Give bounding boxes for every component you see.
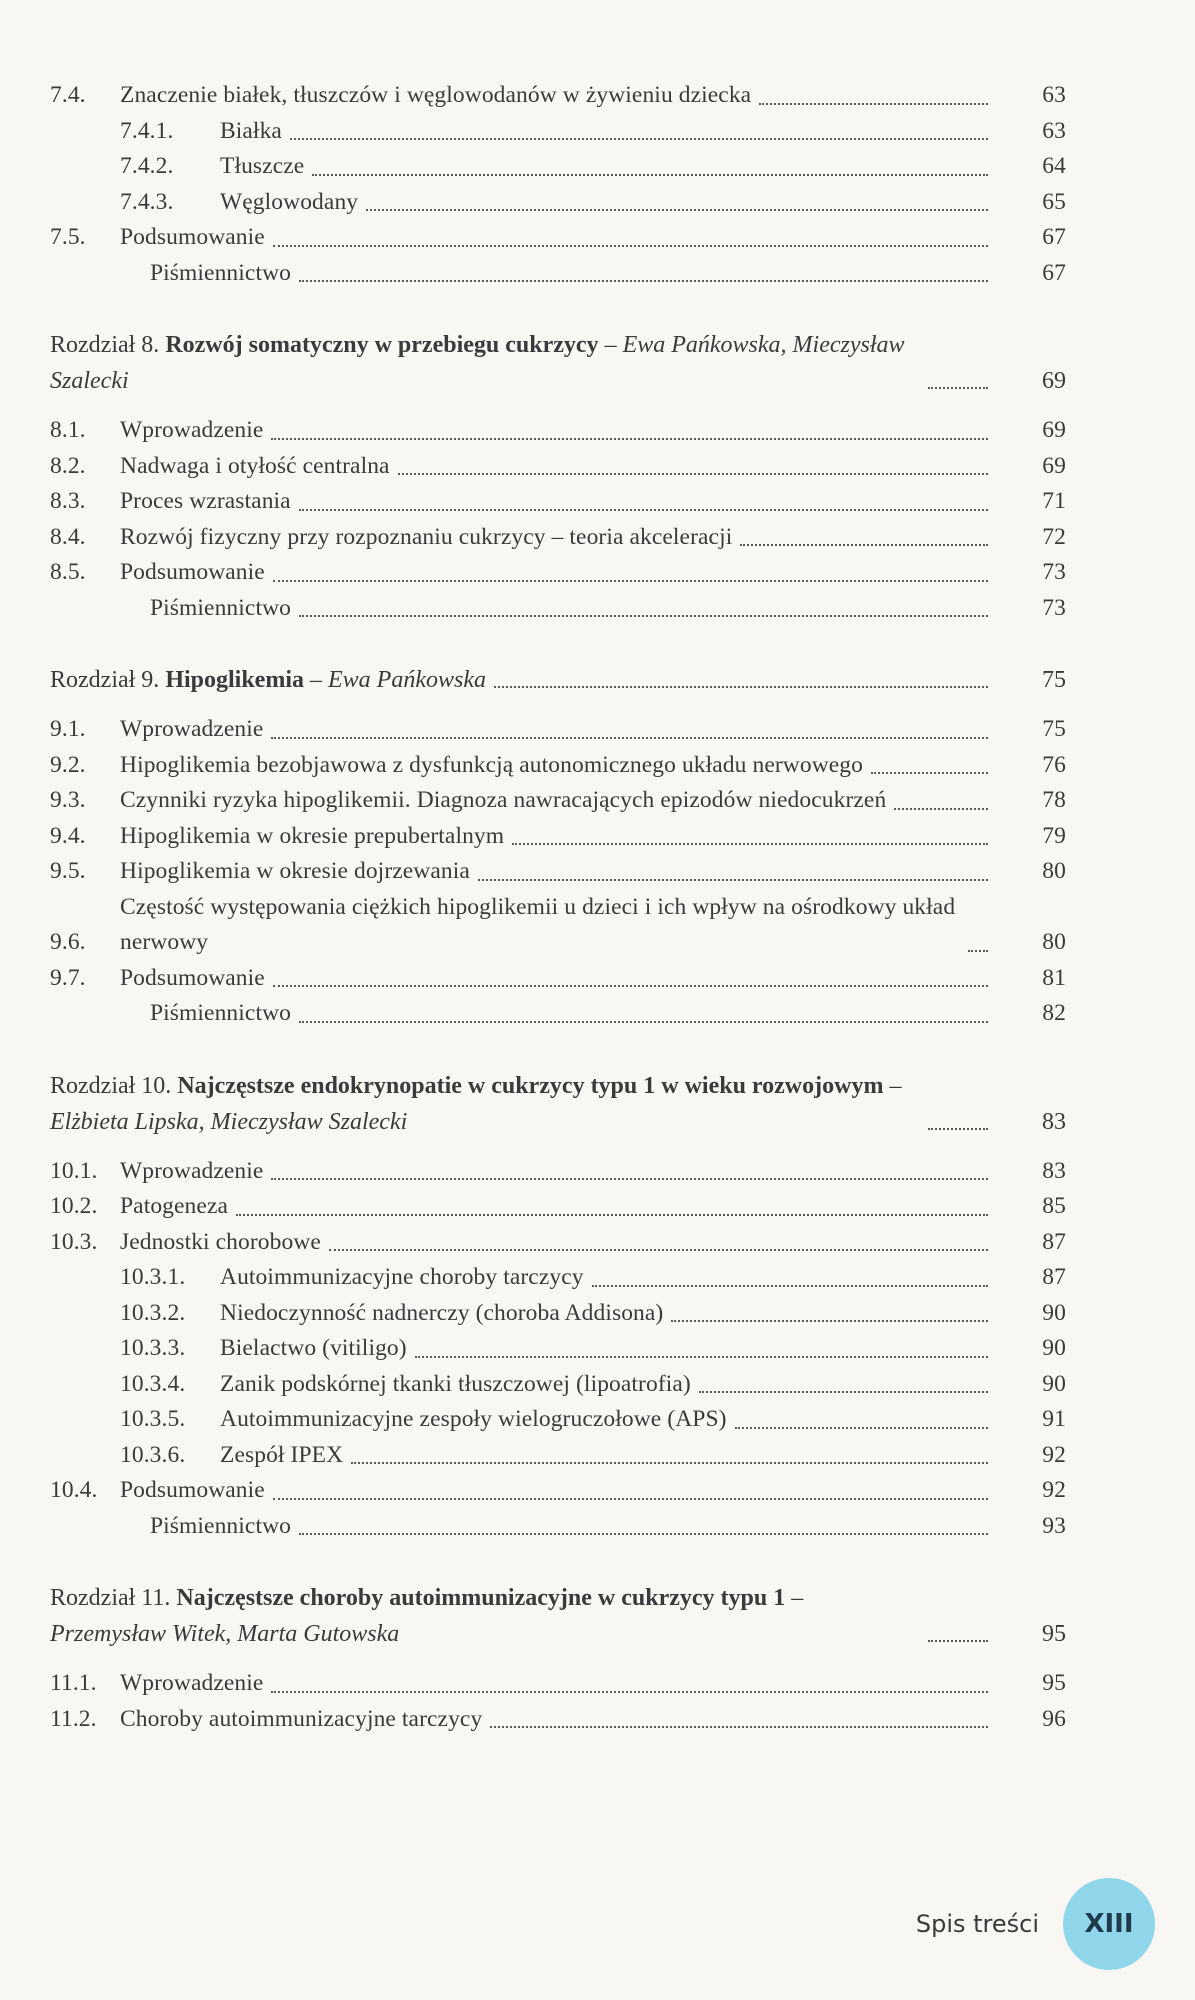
chapter-heading: Rozdział 10. Najczęstsze endokrynopatie w cukrzycy typu 1 w wieku rozwojowym – Elżbieta Lipska, Mieczysław Szalecki 83 — [50, 1068, 1080, 1140]
chapter-title: Hipoglikemia — [165, 667, 304, 693]
entry-number: 9.1. — [50, 716, 86, 742]
toc-chapter — [50, 662, 1080, 1032]
toc-entry — [50, 1666, 1080, 1702]
entry-page-number: 85 — [1042, 1193, 1066, 1219]
entry-number: 9.2. — [50, 751, 86, 778]
toc-entry-references — [50, 996, 1080, 1032]
entry-page-number: 83 — [1042, 1157, 1066, 1184]
entry-title: Podsumowanie — [120, 559, 265, 585]
toc-entry — [50, 712, 1080, 748]
entry-number: 8.1. — [50, 417, 86, 443]
dot-leader — [871, 772, 988, 774]
toc-entry — [50, 1154, 1080, 1190]
entry-title: Białka — [220, 117, 282, 144]
entry-number: 10.3. — [50, 1228, 98, 1255]
toc-entry — [50, 1296, 1080, 1332]
entry-number: 8.4. — [50, 523, 86, 550]
entry-title: Patogeneza — [120, 1193, 229, 1219]
toc-entry — [50, 1702, 1080, 1738]
dot-leader — [366, 209, 988, 211]
toc-entry-references — [50, 1509, 1080, 1545]
entry-page-number: 73 — [1042, 559, 1066, 585]
dot-leader — [299, 1533, 988, 1535]
dot-leader — [236, 1214, 988, 1216]
toc-section-7-continued — [50, 78, 1080, 291]
entry-number: 10.3.5. — [120, 1406, 186, 1432]
entry-title: Częstość występowania ciężkich hipoglikemii u dzieci i ich wpływ na ośrodkowy układ nerwowy — [120, 893, 956, 955]
toc-entry — [50, 555, 1080, 591]
dot-leader — [299, 1021, 988, 1023]
entry-number: 10.3.3. — [120, 1335, 186, 1361]
entry-number: 9.3. — [50, 787, 86, 813]
entry-page-number: 79 — [1042, 822, 1066, 849]
toc-entry — [50, 520, 1080, 556]
toc-entry — [50, 819, 1080, 855]
dot-leader — [271, 438, 988, 440]
entry-number: 11.1. — [50, 1670, 97, 1696]
entry-number: 10.3.1. — [120, 1264, 186, 1290]
entry-title: Znaczenie białek, tłuszczów i węglowodanów w żywieniu dziecka — [120, 82, 752, 108]
entry-number: 10.3.4. — [120, 1370, 186, 1397]
entry-page-number: 80 — [1042, 858, 1066, 884]
dot-leader — [312, 174, 988, 176]
entry-title: Piśmiennictwo — [150, 1000, 291, 1026]
dot-leader — [928, 1128, 988, 1130]
entry-title: Wprowadzenie — [120, 716, 264, 742]
entry-page-number: 65 — [1042, 188, 1066, 215]
entry-title: Zespół IPEX — [220, 1441, 344, 1468]
entry-title: Rozwój fizyczny przy rozpoznaniu cukrzycy – teoria akceleracji — [120, 523, 733, 550]
chapter-page-number: 95 — [1042, 1621, 1066, 1647]
entry-page-number: 75 — [1042, 716, 1066, 742]
entry-title: Proces wzrastania — [120, 488, 291, 514]
toc-chapter — [50, 1068, 1080, 1545]
chapter-page-number: 75 — [1042, 667, 1066, 693]
entry-number: 10.4. — [50, 1477, 98, 1503]
entry-number: 8.2. — [50, 452, 86, 479]
entry-page-number: 67 — [1042, 259, 1066, 286]
entry-page-number: 69 — [1042, 452, 1066, 479]
entry-page-number: 96 — [1042, 1705, 1066, 1732]
dot-leader — [273, 580, 988, 582]
entry-title: Bielactwo (vitiligo) — [220, 1335, 407, 1361]
entry-title: Podsumowanie — [120, 224, 265, 250]
toc-entry — [50, 890, 1080, 961]
toc-entry — [50, 961, 1080, 997]
entry-number: 11.2. — [50, 1705, 97, 1732]
dot-leader — [740, 544, 988, 546]
chapter-heading: Rozdział 8. Rozwój somatyczny w przebiegu cukrzycy – Ewa Pańkowska, Mieczysław Szalecki 69 — [50, 327, 1080, 399]
entry-page-number: 87 — [1042, 1264, 1066, 1290]
entry-title: Piśmiennictwo — [150, 594, 291, 621]
entry-number: 10.3.2. — [120, 1299, 186, 1326]
entry-page-number: 95 — [1042, 1670, 1066, 1696]
entry-number: 9.4. — [50, 822, 86, 849]
entry-number: 9.5. — [50, 858, 86, 884]
entry-page-number: 80 — [1042, 929, 1066, 955]
table-of-contents — [50, 78, 1080, 1773]
chapter-title: Rozwój somatyczny w przebiegu cukrzycy — [165, 332, 599, 358]
entry-title: Jednostki chorobowe — [120, 1228, 321, 1255]
entry-number: 7.4.3. — [120, 188, 174, 215]
entry-title: Czynniki ryzyka hipoglikemii. Diagnoza nawracających epizodów niedocukrzeń — [120, 787, 887, 813]
dot-leader — [699, 1391, 988, 1393]
dot-leader — [671, 1320, 988, 1322]
dot-leader — [735, 1427, 988, 1429]
toc-entry — [50, 1225, 1080, 1261]
entry-number: 7.4.2. — [120, 153, 174, 179]
toc-entry — [50, 1367, 1080, 1403]
entry-title: Piśmiennictwo — [150, 259, 291, 286]
dot-leader — [351, 1462, 988, 1464]
page-number-badge — [1063, 1878, 1155, 1970]
dot-leader — [271, 1691, 988, 1693]
toc-entry — [50, 114, 1080, 150]
toc-entry — [50, 449, 1080, 485]
entry-page-number: 87 — [1042, 1228, 1066, 1255]
chapter-authors: Elżbieta Lipska, Mieczysław Szalecki — [50, 1108, 408, 1135]
entry-number: 10.2. — [50, 1193, 98, 1219]
entry-title: Piśmiennictwo — [150, 1512, 291, 1539]
entry-page-number: 92 — [1042, 1477, 1066, 1503]
toc-entry — [50, 1331, 1080, 1367]
dot-leader — [299, 615, 988, 617]
chapter-label: Rozdział 9. — [50, 667, 160, 693]
dot-leader — [968, 950, 988, 952]
toc-entry — [50, 1402, 1080, 1438]
toc-entry — [50, 413, 1080, 449]
dot-leader — [928, 387, 988, 389]
entry-title: Autoimmunizacyjne choroby tarczycy — [220, 1264, 584, 1290]
toc-entry-references — [50, 256, 1080, 292]
dot-leader — [299, 280, 988, 282]
chapter-label: Rozdział 10. — [50, 1072, 172, 1099]
entry-title: Podsumowanie — [120, 1477, 265, 1503]
chapter-heading: Rozdział 9. Hipoglikemia – Ewa Pańkowska 75 — [50, 662, 1080, 698]
entry-page-number: 82 — [1042, 1000, 1066, 1026]
dot-leader — [928, 1640, 988, 1642]
chapter-page-number: 69 — [1042, 368, 1066, 394]
toc-entry — [50, 185, 1080, 221]
chapter-label: Rozdział 8. — [50, 332, 160, 358]
toc-chapters — [50, 327, 1080, 1737]
entry-title: Wprowadzenie — [120, 1157, 264, 1184]
entry-page-number: 63 — [1042, 117, 1066, 144]
entry-page-number: 72 — [1042, 523, 1066, 550]
entry-page-number: 73 — [1042, 594, 1066, 621]
chapter-authors: Ewa Pańkowska — [328, 667, 486, 693]
footer-section-label: Spis treści — [915, 1910, 1039, 1938]
entry-number: 9.7. — [50, 964, 86, 991]
page-number: XIII — [1084, 1909, 1134, 1939]
dot-leader — [273, 245, 988, 247]
entry-title: Niedoczynność nadnerczy (choroba Addisona) — [220, 1299, 664, 1326]
entry-title: Wprowadzenie — [120, 1670, 264, 1696]
chapter-title: Najczęstsze choroby autoimmunizacyjne w cukrzycy typu 1 — [176, 1585, 786, 1611]
dot-leader — [478, 879, 988, 881]
dot-leader — [512, 843, 988, 845]
entry-title: Zanik podskórnej tkanki tłuszczowej (lipoatrofia) — [220, 1370, 691, 1397]
entry-number: 7.4. — [50, 82, 86, 108]
dot-leader — [290, 138, 988, 140]
dot-leader — [273, 1498, 988, 1500]
entry-page-number: 90 — [1042, 1335, 1066, 1361]
toc-entry — [50, 78, 1080, 114]
entry-page-number: 64 — [1042, 153, 1066, 179]
dot-leader — [494, 686, 988, 688]
chapter-title: Najczęstsze endokrynopatie w cukrzycy typu 1 w wieku rozwojowym — [177, 1072, 884, 1099]
entry-page-number: 91 — [1042, 1406, 1066, 1432]
entry-page-number: 67 — [1042, 224, 1066, 250]
dot-leader — [299, 509, 988, 511]
entry-page-number: 93 — [1042, 1512, 1066, 1539]
entry-page-number: 78 — [1042, 787, 1066, 813]
entry-title: Hipoglikemia bezobjawowa z dysfunkcją autonomicznego układu nerwowego — [120, 751, 864, 778]
chapter-authors: Przemysław Witek, Marta Gutowska — [50, 1621, 400, 1647]
toc-entry — [50, 783, 1080, 819]
dot-leader — [329, 1249, 988, 1251]
toc-entry — [50, 854, 1080, 890]
entry-number: 8.5. — [50, 559, 86, 585]
toc-entry-references — [50, 591, 1080, 627]
dot-leader — [894, 808, 988, 810]
dot-leader — [759, 103, 988, 105]
entry-number: 9.6. — [50, 929, 86, 955]
entry-number: 7.5. — [50, 224, 86, 250]
toc-entry — [50, 1189, 1080, 1225]
dot-leader — [592, 1285, 988, 1287]
entry-number: 10.1. — [50, 1157, 98, 1184]
entry-number: 8.3. — [50, 488, 86, 514]
entry-page-number: 71 — [1042, 488, 1066, 514]
dot-leader — [490, 1726, 988, 1728]
entry-number: 7.4.1. — [120, 117, 174, 144]
entry-page-number: 69 — [1042, 417, 1066, 443]
chapter-page-number: 83 — [1042, 1108, 1066, 1135]
toc-entry — [50, 1260, 1080, 1296]
toc-chapter — [50, 327, 1080, 626]
entry-page-number: 90 — [1042, 1299, 1066, 1326]
dot-leader — [271, 1178, 988, 1180]
toc-entry — [50, 484, 1080, 520]
dot-leader — [398, 473, 988, 475]
dot-leader — [271, 737, 988, 739]
entry-title: Choroby autoimmunizacyjne tarczycy — [120, 1705, 483, 1732]
entry-page-number: 92 — [1042, 1441, 1066, 1468]
entry-page-number: 81 — [1042, 964, 1066, 991]
chapter-heading: Rozdział 11. Najczęstsze choroby autoimmunizacyjne w cukrzycy typu 1 – Przemysław Witek, Marta Gutowska 95 — [50, 1580, 1080, 1652]
entry-title: Hipoglikemia w okresie dojrzewania — [120, 858, 470, 884]
entry-page-number: 63 — [1042, 82, 1066, 108]
entry-title: Hipoglikemia w okresie prepubertalnym — [120, 822, 505, 849]
entry-page-number: 76 — [1042, 751, 1066, 778]
toc-entry — [50, 149, 1080, 185]
toc-chapter — [50, 1580, 1080, 1737]
entry-title: Autoimmunizacyjne zespoły wielogruczołowe (APS) — [220, 1406, 727, 1432]
toc-entry — [50, 220, 1080, 256]
entry-number: 10.3.6. — [120, 1441, 186, 1468]
toc-entry — [50, 748, 1080, 784]
page-footer — [916, 1878, 1155, 1970]
entry-title: Nadwaga i otyłość centralna — [120, 452, 390, 479]
dot-leader — [273, 985, 988, 987]
dot-leader — [415, 1356, 988, 1358]
entry-page-number: 90 — [1042, 1370, 1066, 1397]
entry-title: Węglowodany — [220, 188, 359, 215]
toc-entry — [50, 1438, 1080, 1474]
entry-title: Tłuszcze — [220, 153, 305, 179]
entry-title: Podsumowanie — [120, 964, 265, 991]
chapter-label: Rozdział 11. — [50, 1585, 171, 1611]
toc-entry — [50, 1473, 1080, 1509]
chapter-authors: Ewa Pańkowska, Mieczysław Szalecki — [50, 332, 905, 394]
entry-title: Wprowadzenie — [120, 417, 264, 443]
